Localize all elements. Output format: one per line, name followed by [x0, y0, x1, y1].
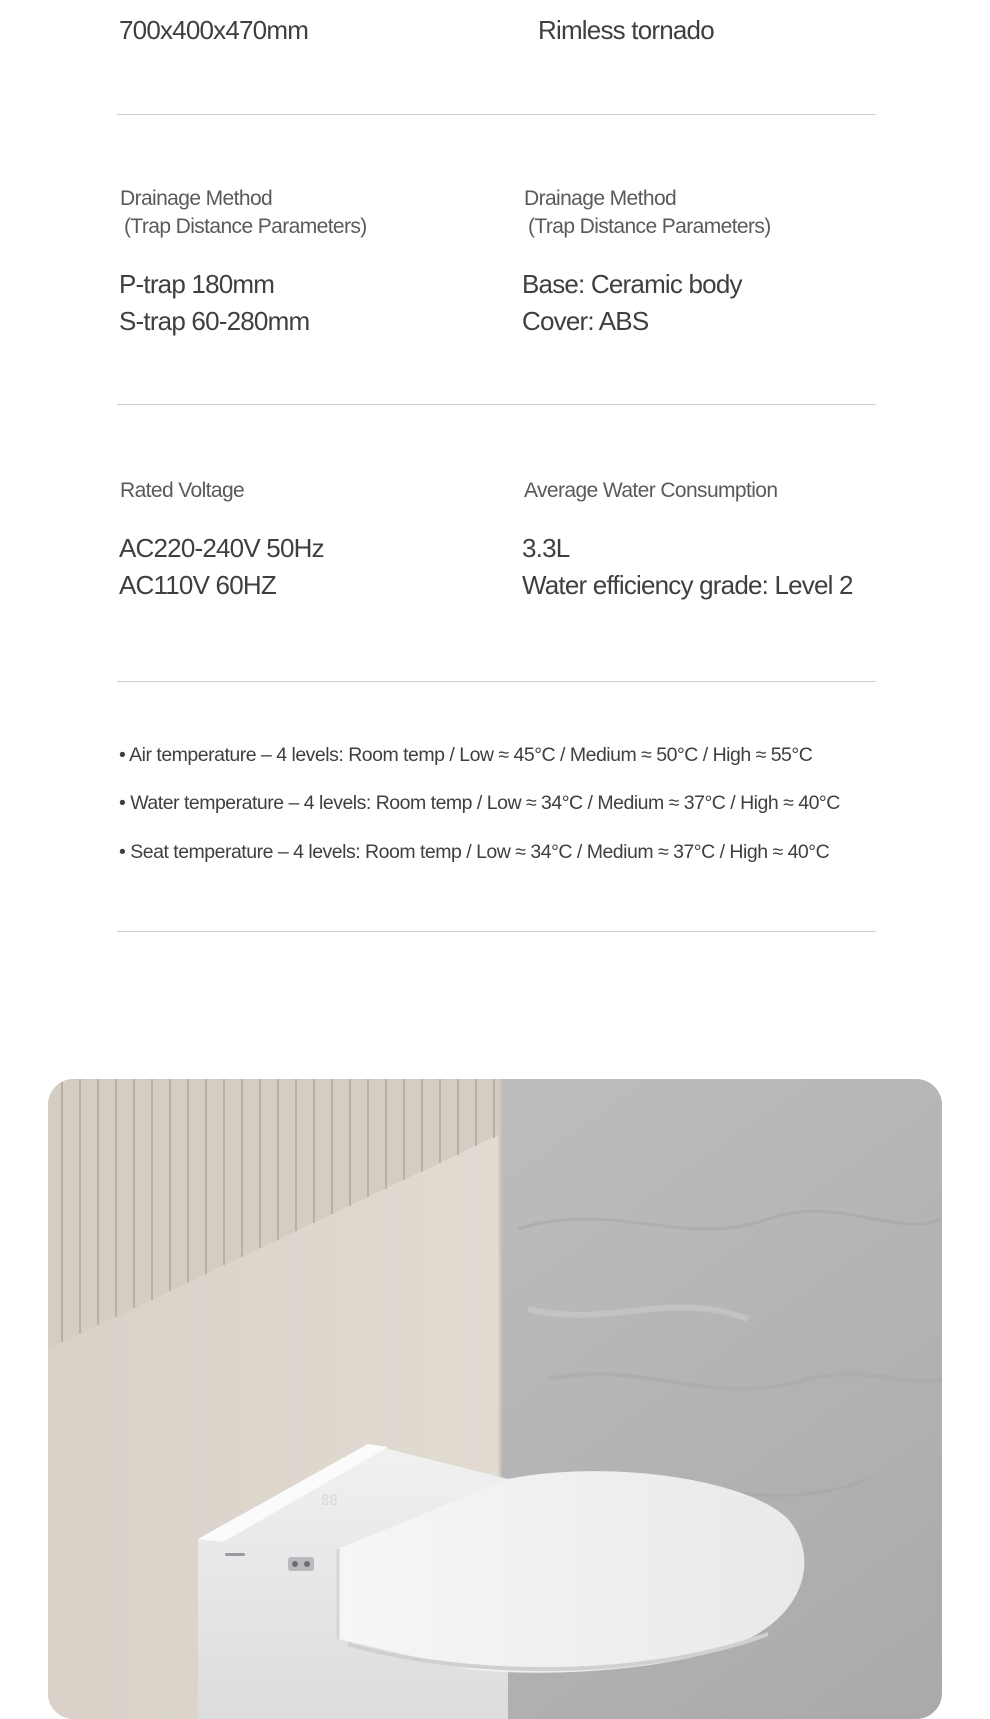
spec-material-sublabel: (Trap Distance Parameters): [528, 215, 771, 238]
spec-drainage-value: P-trap 180mm: [119, 269, 275, 299]
spec-material-value: Base: Ceramic body: [522, 269, 742, 299]
spec-voltage-value: AC220-240V 50Hz: [119, 533, 324, 563]
spec-drainage-sublabel: (Trap Distance Parameters): [124, 215, 367, 238]
spec-flush-type-value: Rimless tornado: [538, 15, 714, 45]
divider: [117, 681, 876, 682]
product-photo: [48, 1079, 942, 1719]
spec-dimensions-value: 700x400x470mm: [119, 15, 309, 45]
spec-voltage-label: Rated Voltage: [120, 479, 245, 502]
toilet-scene-illustration: [48, 1079, 942, 1719]
spec-water-value: 3.3L: [522, 533, 570, 563]
spec-material-label: Drainage Method: [524, 187, 677, 210]
temperature-item: • Seat temperature – 4 levels: Room temp / Low ≈ 34°C / Medium ≈ 37°C / High ≈ 40°C: [119, 841, 830, 863]
divider: [117, 114, 876, 115]
spec-voltage-value: AC110V 60HZ: [119, 570, 276, 600]
spec-water-label: Average Water Consumption: [524, 479, 778, 502]
temperature-item: • Air temperature – 4 levels: Room temp / Low ≈ 45°C / Medium ≈ 50°C / High ≈ 55°C: [119, 744, 813, 766]
spec-material-value: Cover: ABS: [522, 306, 649, 336]
display-readout: 88: [321, 1493, 338, 1509]
spec-water-value: Water efficiency grade: Level 2: [522, 570, 853, 600]
divider: [117, 931, 876, 932]
temperature-item: • Water temperature – 4 levels: Room temp / Low ≈ 34°C / Medium ≈ 37°C / High ≈ 40°C: [119, 792, 840, 814]
spec-drainage-label: Drainage Method: [120, 187, 273, 210]
divider: [117, 404, 876, 405]
spec-drainage-value: S-trap 60-280mm: [119, 306, 310, 336]
